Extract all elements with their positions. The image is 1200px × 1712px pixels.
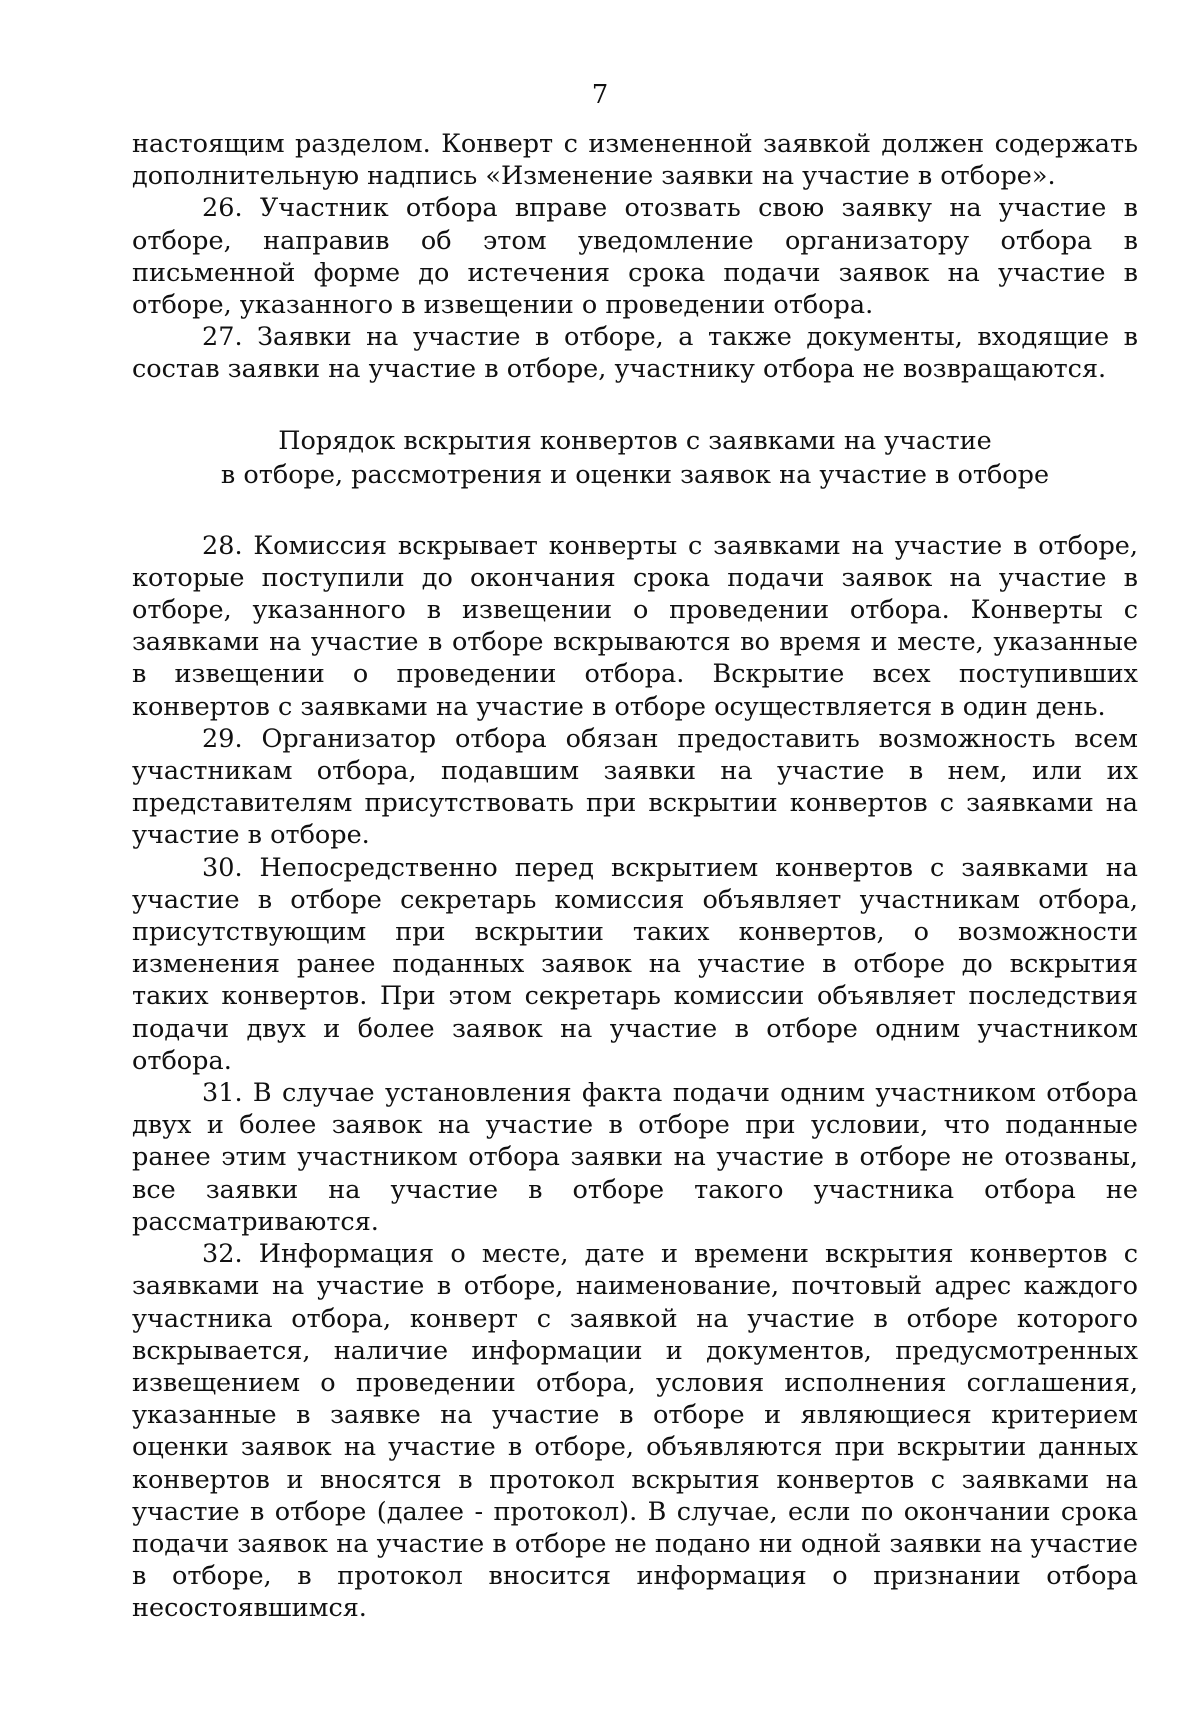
paragraph-28: 28. Комиссия вскрывает конверты с заявками на участие в отборе, которые поступили до окончания срока подачи заявок на участие в отборе, указанного в извещении о проведении отбора. Конверты с заявками на участие в отборе вскрываются во время и месте, указанные в извещении о проведении отбора. Вскрытие всех поступивших конвертов с заявками на участие в отборе осуществляется в один день. (132, 530, 1138, 722)
section-heading (132, 424, 1138, 492)
paragraph-29: 29. Организатор отбора обязан предоставить возможность всем участникам отбора, подавшим заявки на участие в нем, или их представителям присутствовать при вскрытии конвертов с заявками на участие в отборе. (132, 723, 1138, 851)
paragraph-32: 32. Информация о месте, дате и времени вскрытия конвертов с заявками на участие в отборе, наименование, почтовый адрес каждого участника отбора, конверт с заявкой на участие в отборе которого вскрывается, наличие информации и документов, предусмотренных извещением о проведении отбора, условия исполнения соглашения, указанные в заявке на участие в отборе и являющиеся критерием оценки заявок на участие в отборе, объявляются при вскрытии данных конвертов и вносятся в протокол вскрытия конвертов с заявками на участие в отборе (далее - протокол). В случае, если по окончании срока подачи заявок на участие в отборе не подано ни одной заявки на участие в отборе, в протокол вносится информация о признании отбора несостоявшимся. (132, 1239, 1138, 1624)
paragraph-30: 30. Непосредственно перед вскрытием конвертов с заявками на участие в отборе секретарь комиссия объявляет участникам отбора, присутствующим при вскрытии таких конвертов, о возможности изменения ранее поданных заявок на участие в отборе до вскрытия таких конвертов. При этом секретарь комиссии объявляет последствия подачи двух и более заявок на участие в отборе одним участником отбора. (132, 852, 1138, 1076)
section-heading-line-2: в отборе, рассмотрения и оценки заявок на участие в отборе (220, 459, 1050, 490)
paragraph-31: 31. В случае установления факта подачи одним участником отбора двух и более заявок на участие в отборе при условии, что поданные ранее этим участником отбора заявки на участие в отборе не отозваны, все заявки на участие в отборе такого участника отбора не рассматриваются. (132, 1078, 1138, 1237)
page-number: 7 (591, 80, 609, 110)
section-heading-line-1: Порядок вскрытия конвертов с заявками на участие (278, 425, 992, 456)
paragraph-27: 27. Заявки на участие в отборе, а также документы, входящие в состав заявки на участие в отборе, участнику отбора не возвращаются. (132, 322, 1138, 385)
paragraph-26: 26. Участник отбора вправе отозвать свою заявку на участие в отборе, направив об этом уведомление организатору отбора в письменной форме до истечения срока подачи заявок на участие в отборе, указанного в извещении о проведении отбора. (132, 193, 1138, 321)
document-body (132, 128, 1138, 1625)
continued-paragraph: настоящим разделом. Конверт с измененной заявкой должен содержать дополнительную надпись «Изменение заявки на участие в отборе». (132, 129, 1138, 192)
